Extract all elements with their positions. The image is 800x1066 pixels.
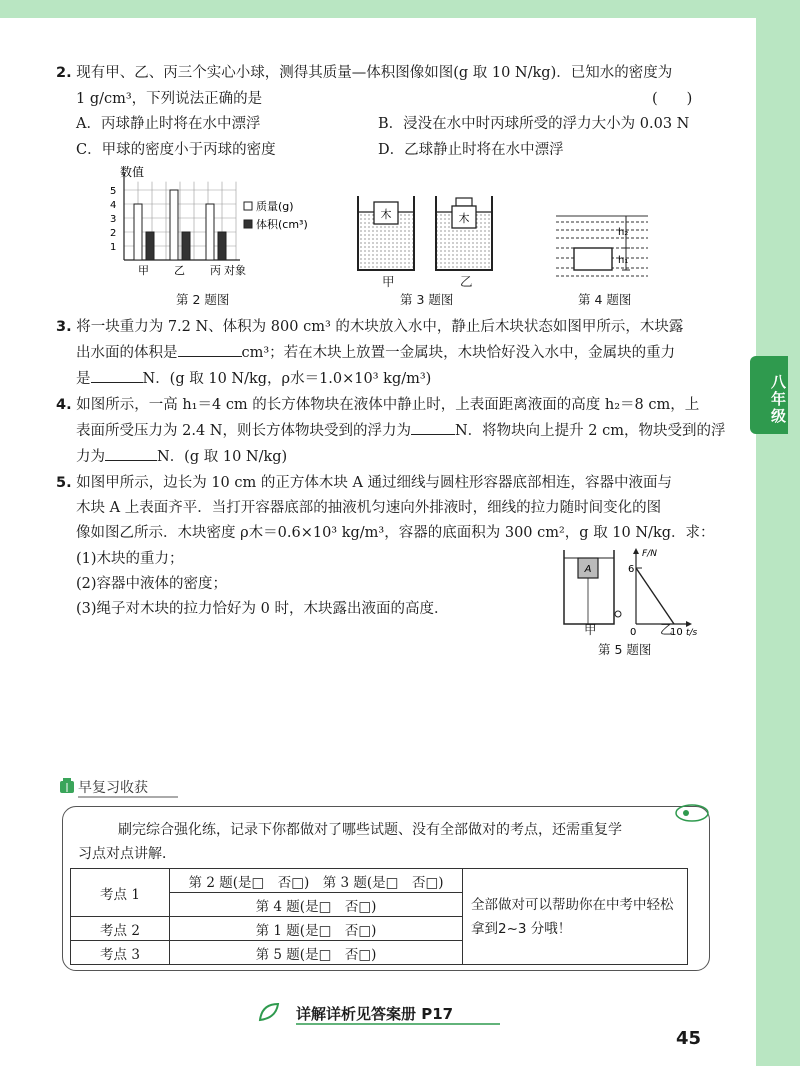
q2-line2: 1 g/cm³，下列说法正确的是 bbox=[76, 91, 263, 107]
bar-mass bbox=[206, 204, 214, 260]
note-cell: 全部做对可以帮助你在中考中轻松拿到2~3 分哦！ bbox=[463, 869, 688, 965]
fig4-h2-label: h₂ bbox=[618, 227, 629, 238]
fig5-caption: 第 5 题图 bbox=[598, 642, 652, 657]
q3-blank-2[interactable] bbox=[91, 368, 143, 383]
point-cell: 考点 3 bbox=[71, 941, 170, 965]
q3-text1: 将一块重力为 7.2 N、体积为 800 cm³ 的木块放入水中，静止后木块状态如图甲所示，木块露 bbox=[76, 319, 684, 335]
q2-option-b: B．浸没在水中时丙球所受的浮力大小为 0.03 N bbox=[378, 116, 690, 132]
legend-swatch-volume bbox=[244, 220, 252, 228]
y-tick-label: 4 bbox=[110, 200, 117, 211]
q4-text1: 如图所示，一高 h₁＝4 cm 的长方体物块在液体中静止时，上表面距离液面的高度 h₂＝8 cm，上 bbox=[76, 397, 700, 413]
q4-line2 bbox=[76, 420, 725, 442]
q2-line1 bbox=[56, 62, 672, 84]
fig3-label-yi: 乙 bbox=[460, 274, 473, 289]
q3-text2a: 出水面的体积是 bbox=[76, 345, 178, 361]
fig5-label-yi: 乙 bbox=[660, 622, 673, 637]
harvest-underline bbox=[78, 795, 178, 801]
q3-text3a: 是 bbox=[76, 371, 91, 387]
fig2-caption: 第 2 题图 bbox=[176, 292, 230, 307]
q3-number: 3. bbox=[56, 319, 72, 335]
q3-line2 bbox=[76, 342, 675, 364]
q4-text2a: 表面所受压力为 2.4 N，则长方体物块受到的浮力为 bbox=[76, 423, 411, 439]
y-tick-label: 3 bbox=[110, 214, 117, 225]
legend-label-volume: 体积(cm³) bbox=[256, 218, 308, 231]
q3-line3 bbox=[76, 368, 431, 390]
harvest-title: 早复习收获 bbox=[78, 780, 148, 796]
q2-option-d: D．乙球静止时将在水中漂浮 bbox=[378, 142, 564, 158]
q5-sub1: (1)木块的重力； bbox=[76, 551, 184, 567]
q3-blank-1[interactable] bbox=[178, 342, 242, 357]
bar-volume bbox=[146, 232, 154, 260]
q4-number: 4. bbox=[56, 397, 72, 413]
y-tick-label: 1 bbox=[110, 242, 117, 253]
q5-line2: 木块 A 上表面齐平．当打开容器底部的抽液机匀速向外排液时，细线的拉力随时间变化的图 bbox=[76, 500, 662, 516]
bar-mass bbox=[134, 204, 142, 260]
x-tick-label: 甲 bbox=[138, 264, 149, 277]
grade-tab: 八年级 bbox=[750, 356, 788, 434]
bar-volume bbox=[182, 232, 190, 260]
top-green-border bbox=[0, 0, 800, 18]
block-a-label: A bbox=[584, 564, 592, 575]
fig4-submerged-block bbox=[552, 208, 652, 280]
fig5-diagrams bbox=[558, 544, 708, 636]
y-tick-label: 2 bbox=[110, 228, 117, 239]
harvest-intro-line2: 习点对点讲解． bbox=[78, 846, 176, 862]
block bbox=[574, 248, 612, 270]
q5-line3: 像如图乙所示．木块密度 ρ木＝0.6×10³ kg/m³，容器的底面积为 300 cm²，g 取 10 N/kg．求： bbox=[76, 525, 715, 541]
graph-x-label: t/s bbox=[686, 628, 698, 638]
graph-origin: 0 bbox=[630, 627, 637, 638]
fig2-bar-chart bbox=[100, 164, 308, 284]
fig3-label-jia: 甲 bbox=[382, 274, 395, 289]
q4-blank-1[interactable] bbox=[411, 420, 455, 435]
point-cell: 考点 1 bbox=[71, 869, 170, 917]
legend-label-mass: 质量(g) bbox=[256, 200, 294, 213]
fig5-container-jia bbox=[564, 550, 621, 624]
check-cell[interactable]: 第 5 题(是□ 否□) bbox=[170, 941, 463, 965]
force-line bbox=[636, 568, 674, 624]
pump-icon bbox=[615, 611, 621, 617]
leaf-icon bbox=[256, 1000, 286, 1024]
graph-y-value: 6 bbox=[628, 564, 635, 575]
fig5-label-jia: 甲 bbox=[584, 622, 597, 637]
wood-label: 木 bbox=[458, 212, 470, 225]
q2-option-a: A．丙球静止时将在水中漂浮 bbox=[76, 116, 261, 132]
q2-number: 2. bbox=[56, 65, 72, 81]
fig3-beaker-jia bbox=[358, 196, 414, 270]
table-row bbox=[71, 869, 688, 893]
check-cell[interactable]: 第 2 题(是□ 否□) 第 3 题(是□ 否□) bbox=[170, 869, 463, 893]
knowledge-point-table bbox=[70, 868, 688, 965]
q4-text2b: N．将物块向上提升 2 cm，物块受到的浮 bbox=[454, 423, 726, 439]
q2-answer-paren: ( ) bbox=[652, 91, 693, 107]
check-cell[interactable]: 第 1 题(是□ 否□) bbox=[170, 917, 463, 941]
fig4-h1-label: h₁ bbox=[618, 255, 629, 266]
q4-line1 bbox=[56, 394, 699, 416]
q4-line3 bbox=[76, 446, 287, 468]
wood-label: 木 bbox=[380, 208, 392, 221]
q4-blank-2[interactable] bbox=[105, 446, 157, 461]
fig3-beakers bbox=[352, 190, 512, 286]
q5-number: 5. bbox=[56, 475, 72, 491]
q4-text3a: 力为 bbox=[76, 449, 105, 465]
q2-text1: 现有甲、乙、丙三个实心小球，测得其质量—体积图像如图(g 取 10 N/kg)．已知水的密度为 bbox=[76, 65, 673, 81]
point-cell: 考点 2 bbox=[71, 917, 170, 941]
check-cell[interactable]: 第 4 题(是□ 否□) bbox=[170, 893, 463, 917]
q3-text3b: N．(g 取 10 N/kg，ρ水＝1.0×10³ kg/m³) bbox=[142, 371, 432, 387]
paperclip-icon bbox=[672, 800, 712, 826]
bar-mass bbox=[170, 190, 178, 260]
y-tick-label: 5 bbox=[110, 186, 117, 197]
answer-reference: 详解详析见答案册 P17 bbox=[296, 1005, 454, 1023]
q5-sub3: (3)绳子对木块的拉力恰好为 0 时，木块露出液面的高度． bbox=[76, 601, 449, 617]
graph-y-label: F/N bbox=[642, 549, 657, 559]
graph-x-value: 10 bbox=[670, 627, 683, 638]
fig4-caption: 第 4 题图 bbox=[578, 292, 632, 307]
q5-text1: 如图甲所示，边长为 10 cm 的正方体木块 A 通过细线与圆柱形容器底部相连，容器中液面与 bbox=[76, 475, 673, 491]
book-icon bbox=[58, 777, 76, 795]
q4-text3b: N．(g 取 10 N/kg) bbox=[157, 449, 288, 465]
x-axis-label: 对象 bbox=[224, 264, 246, 277]
x-tick-label: 乙 bbox=[174, 264, 185, 277]
bar-volume bbox=[218, 232, 226, 260]
fig3-caption: 第 3 题图 bbox=[400, 292, 454, 307]
q2-option-c: C．甲球的密度小于丙球的密度 bbox=[76, 142, 276, 158]
right-green-border bbox=[756, 0, 800, 1066]
footer-underline bbox=[296, 1022, 502, 1028]
q3-line1 bbox=[56, 316, 683, 338]
chart-title: 数值 bbox=[120, 165, 145, 179]
metal-block bbox=[456, 198, 472, 206]
x-tick-label: 丙 bbox=[210, 264, 221, 277]
legend-swatch-mass bbox=[244, 202, 252, 210]
q5-line1 bbox=[56, 472, 672, 494]
harvest-intro-line1: 刷完综合强化练，记录下你都做对了哪些试题、没有全部做对的考点，还需重复学 bbox=[118, 822, 622, 838]
q3-text2b: cm³；若在木块上放置一金属块，木块恰好没入水中，金属块的重力 bbox=[241, 345, 676, 361]
page-number: 45 bbox=[676, 1028, 702, 1049]
fig3-beaker-yi bbox=[436, 196, 492, 270]
q5-sub2: (2)容器中液体的密度； bbox=[76, 576, 228, 592]
